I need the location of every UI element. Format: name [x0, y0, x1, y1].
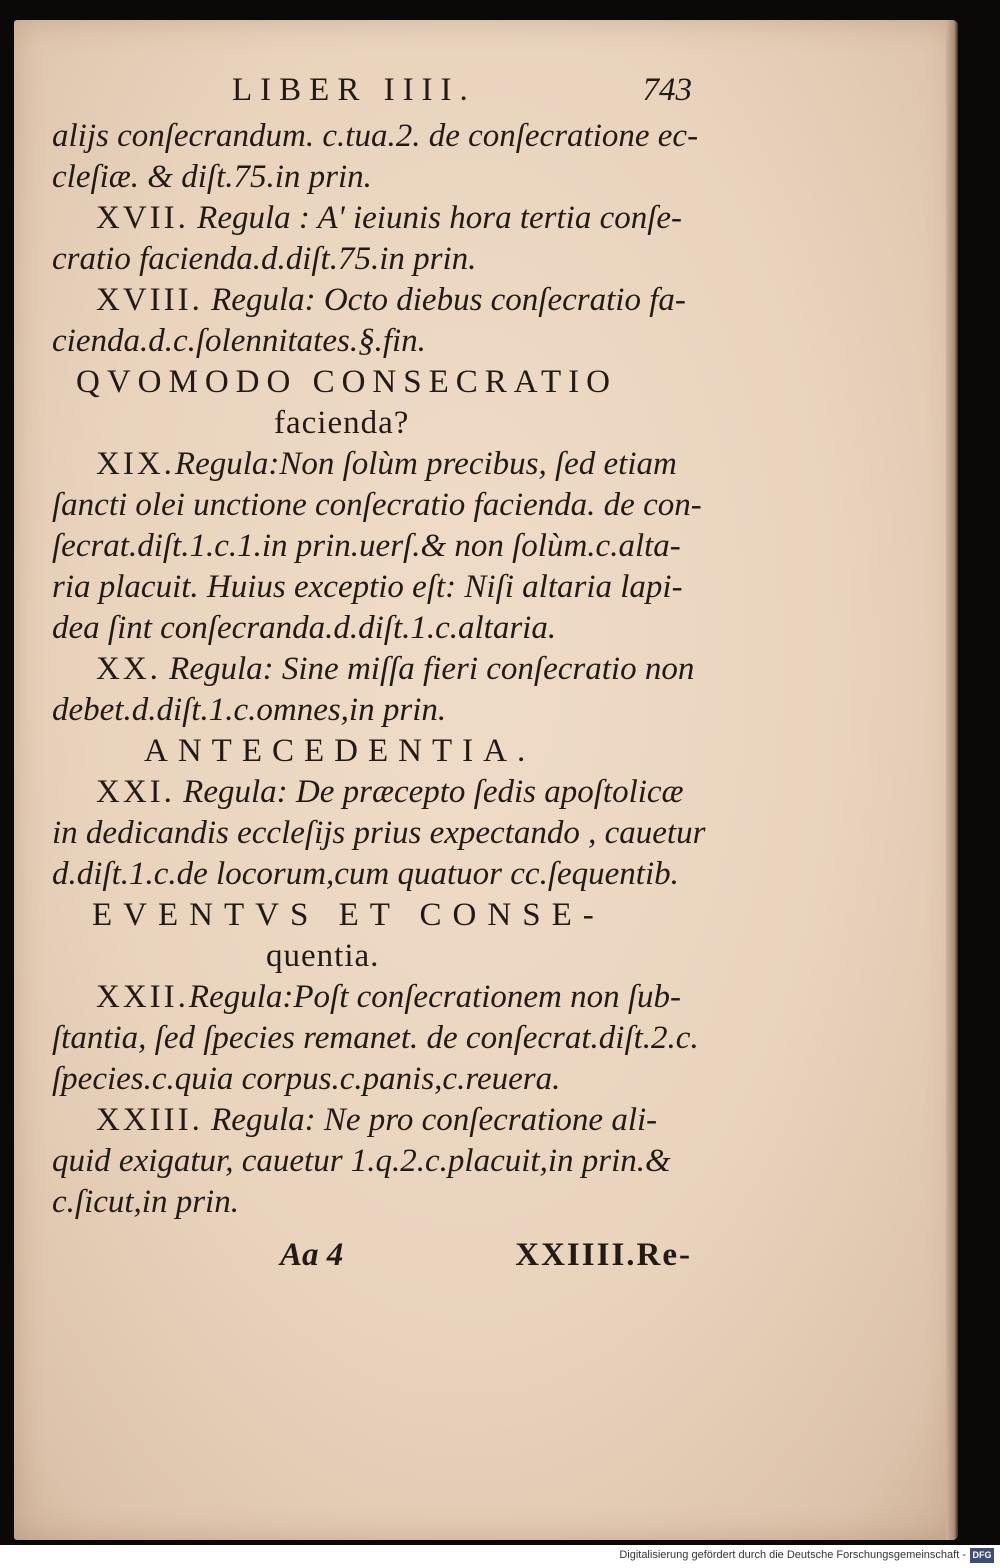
rule-numeral: XVIII. [96, 282, 203, 318]
text-line [52, 1100, 692, 1141]
rule-numeral: XIX. [96, 446, 175, 482]
section-heading: EVENTVS ET CONSE- [92, 897, 605, 933]
text-line [52, 321, 692, 362]
page-fore-edge [946, 20, 958, 1540]
text-line [52, 854, 692, 895]
rule-numeral: XXI. [96, 774, 175, 810]
line-text: debet.d.diſt.1.c.omnes,in prin. [52, 692, 447, 728]
line-text: alijs conſecrandum. c.tua.2. de conſecratione ec- [52, 118, 699, 154]
funding-credit: Digitalisierung gefördert durch die Deutsche Forschungsgemeinschaft - [619, 1549, 966, 1561]
catchword-line [52, 1237, 692, 1287]
line-text: cienda.d.c.ſolennitates.§.fin. [52, 323, 426, 359]
line-text: in dedicandis eccleſijs prius expectando , cauetur [52, 815, 706, 851]
line-text: dea ſint conſecranda.d.diſt.1.c.altaria. [52, 610, 557, 646]
text-line [52, 1018, 699, 1059]
section-heading: ANTECEDENTIA. [144, 733, 536, 769]
text-line [52, 198, 692, 239]
text-line [52, 690, 692, 731]
text-line [52, 772, 692, 813]
line-text: Regula: Sine miſſa fieri conſecratio non [160, 651, 695, 687]
footer-bar [0, 1545, 1000, 1568]
catchword: XXIIII.Re- [515, 1237, 692, 1273]
signature-mark: Aa 4 [280, 1237, 344, 1273]
text-line [52, 116, 699, 157]
line-text: ria placuit. Huius exceptio eſt: Niſi altaria lapi- [52, 569, 683, 605]
rule-numeral: XVII. [96, 200, 189, 236]
line-text: d.diſt.1.c.de locorum,cum quatuor cc.ſequentib. [52, 856, 679, 892]
text-line [52, 526, 692, 567]
text-line [52, 608, 692, 649]
section-heading-continuation: quentia. [266, 938, 380, 974]
line-text: ſancti olei unctione conſecratio facienda. de con- [52, 487, 702, 523]
line-text: ſpecies.c.quia corpus.c.panis,c.reuera. [52, 1061, 561, 1097]
line-text: Regula: Octo diebus conſecratio fa- [202, 282, 686, 318]
line-text: Regula: De præcepto ſedis apoſtolicæ [174, 774, 684, 810]
text-line [52, 280, 692, 321]
text-line [52, 1182, 692, 1223]
line-text: Regula:Poſt conſecrationem non ſub- [188, 979, 682, 1015]
line-text: c.ſicut,in prin. [52, 1184, 239, 1220]
text-line [52, 1141, 692, 1182]
line-text: quid exigatur, cauetur 1.q.2.c.placuit,in prin.& [52, 1143, 671, 1179]
running-head-title: LIBER IIII. [232, 72, 476, 108]
line-text: ſtantia, ſed ſpecies remanet. de conſecrat.diſt.2.c. [52, 1020, 699, 1056]
text-line [52, 239, 692, 280]
rule-numeral: XXII. [96, 979, 189, 1015]
text-line [52, 1059, 692, 1100]
line-text: cratio facienda.d.diſt.75.in prin. [52, 241, 477, 277]
line-text: Regula: Ne pro conſecratione ali- [202, 1102, 658, 1138]
book-page [14, 20, 958, 1540]
line-text: cleſiæ. & diſt.75.in prin. [52, 159, 372, 195]
line-text: ſecrat.diſt.1.c.1.in prin.uerſ.& non ſolùm.c.alta- [52, 528, 681, 564]
text-line [52, 813, 706, 854]
text-block [52, 72, 706, 1287]
rule-numeral: XX. [96, 651, 161, 687]
line-text: Regula:Non ſolùm precibus, ſed etiam [174, 446, 677, 482]
text-line [52, 649, 695, 690]
text-line [52, 157, 692, 198]
line-text: Regula : A' ieiunis hora tertia conſe- [188, 200, 683, 236]
text-line [52, 977, 692, 1018]
section-heading-continuation: facienda? [274, 405, 410, 441]
text-line [52, 444, 692, 485]
dfg-logo-icon: DFG [970, 1548, 994, 1563]
section-heading: QVOMODO CONSECRATIO [76, 364, 617, 400]
rule-numeral: XXIII. [96, 1102, 203, 1138]
page-number: 743 [642, 72, 692, 108]
text-line [52, 567, 692, 608]
text-line [52, 485, 702, 526]
running-head [52, 72, 692, 112]
